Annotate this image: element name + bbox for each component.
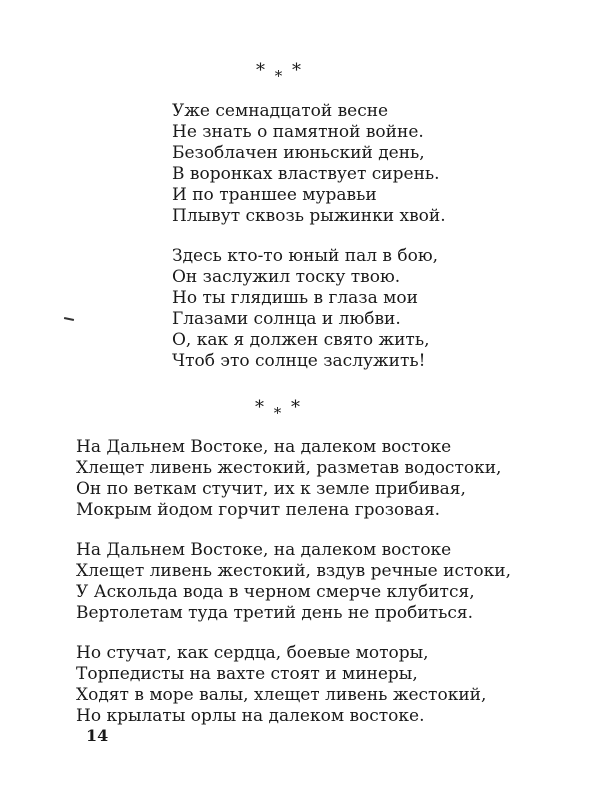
verse-line: Но крылаты орлы на далеком востоке. [76, 706, 425, 726]
verse-line: Он заслужил тоску твою. [172, 267, 401, 287]
verse-line: Глазами солнца и любви. [172, 309, 401, 329]
verse-line: На Дальнем Востоке, на далеком востоке [76, 437, 452, 457]
verse-line: Здесь кто-то юный пал в бою, [172, 246, 439, 266]
asterisk: * [255, 397, 266, 418]
asterisk: * [256, 60, 267, 81]
verse-line: В воронках властвует сирень. [172, 164, 440, 184]
verse-line: Хлещет ливень жестокий, разметав водостоки, [76, 458, 502, 478]
print-mark [64, 317, 74, 321]
verse-line: Мокрым йодом горчит пелена грозовая. [76, 500, 441, 520]
verse-line: Вертолетам туда третий день не пробиться. [76, 603, 473, 623]
verse-line: Уже семнадцатой весне [172, 101, 389, 121]
verse-line: Торпедисты на вахте стоят и минеры, [76, 664, 418, 684]
asterisk: * [290, 397, 302, 418]
stanza-break [172, 227, 446, 246]
verse-line: О, как я должен свято жить, [172, 330, 430, 350]
verse-line: Но ты глядишь в глаза мои [172, 288, 418, 308]
page-number: 14 [86, 726, 109, 745]
verse-line: Безоблачен июньский день, [172, 143, 425, 163]
verse-line: И по траншее муравьи [172, 185, 377, 205]
verse-line: Не знать о памятной войне. [172, 122, 424, 142]
verse-line: Чтоб это солнце заслужить! [172, 351, 426, 371]
verse-line: На Дальнем Востоке, на далеком востоке [76, 540, 452, 560]
verse-line: Ходят в море валы, хлещет ливень жестокий, [76, 685, 487, 705]
poem-2 [76, 437, 511, 727]
asterisk: * [291, 60, 303, 81]
section-separator-2 [255, 397, 302, 422]
verse-line: Плывут сквозь рыжинки хвой. [172, 206, 446, 226]
poem-1 [172, 101, 446, 372]
stanza-break [76, 521, 511, 540]
stanza-break [76, 624, 511, 643]
verse-line: Хлещет ливень жестокий, вздув речные истоки, [76, 561, 511, 581]
verse-line: Он по веткам стучит, их к земле прибивая, [76, 479, 466, 499]
asterisk: * [274, 67, 285, 85]
asterisk: * [273, 404, 284, 422]
section-separator-1 [256, 60, 303, 85]
verse-line: У Аскольда вода в черном смерче клубится, [76, 582, 475, 602]
verse-line: Но стучат, как сердца, боевые моторы, [76, 643, 429, 663]
